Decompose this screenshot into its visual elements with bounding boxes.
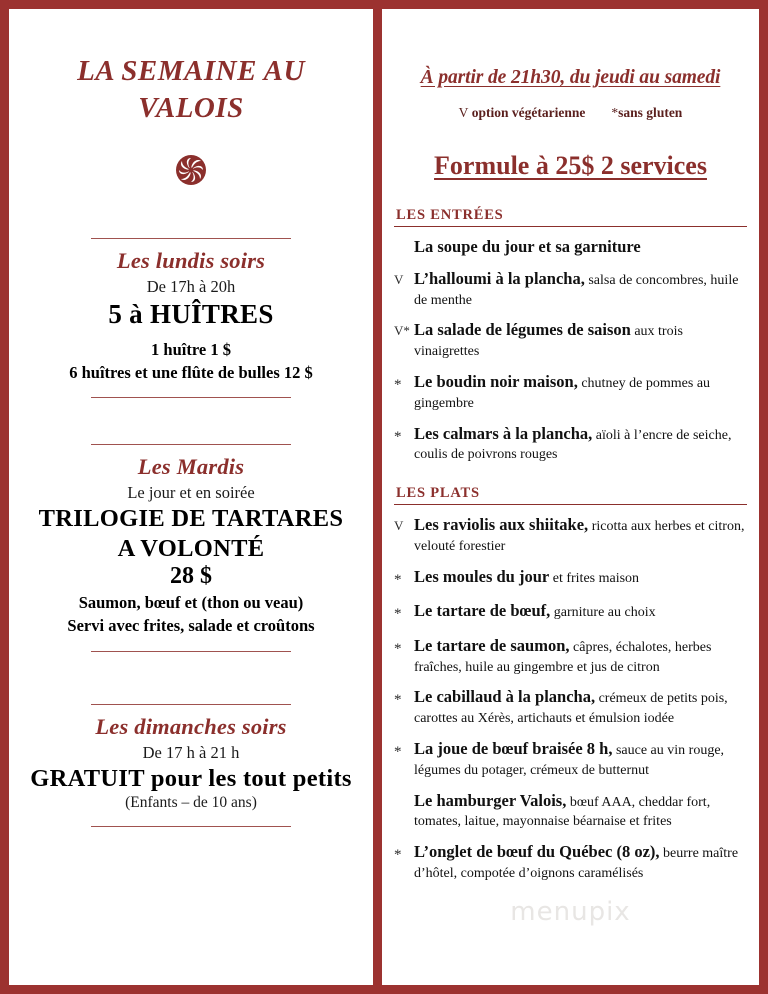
dish-description: câpres, échalotes, herbes fraîches, huile au gingembre et jus de citron [414, 639, 712, 675]
special-lundis-title: Les lundis soirs [116, 248, 266, 274]
menu-item [394, 635, 747, 678]
special-mardis-price: 28 $ [170, 563, 212, 590]
menu-item [394, 268, 747, 311]
dish-marker-icon: * [394, 847, 402, 864]
section-plats [394, 485, 747, 884]
dish-name: Le boudin noir maison, [414, 371, 578, 391]
divider-rule [91, 826, 291, 827]
special-dimanches-time: De 17 h à 21 h [142, 742, 240, 762]
menu-item [394, 236, 747, 259]
menu-item [394, 686, 747, 729]
special-lundis [23, 238, 359, 398]
divider-rule [91, 651, 291, 652]
dish-marker-icon: V [394, 271, 404, 287]
dish-text [414, 635, 747, 678]
dish-text [414, 319, 747, 362]
dish-marker-icon: * [394, 428, 402, 445]
dish-text [414, 236, 747, 259]
dish-description: chutney de pommes au gingembre [414, 375, 711, 411]
legend-item-vegetarian [459, 105, 586, 121]
dish-text [414, 738, 747, 781]
gluten-free-marker-icon: * [611, 105, 619, 120]
divider-rule [91, 444, 291, 445]
section-heading-entrees: LES ENTRÉES [396, 207, 504, 223]
legend-label-vegetarian: option végétarienne [471, 105, 586, 120]
dish-name: La joue de bœuf braisée 8 h, [414, 738, 613, 758]
section-heading-plats: LES PLATS [396, 485, 480, 502]
legend-label-gluten-free: sans gluten [618, 105, 683, 120]
dish-name: Le tartare de bœuf, [414, 601, 551, 621]
special-mardis [23, 444, 359, 651]
dish-name: Le hamburger Valois, [414, 790, 567, 810]
brand-title-line-1: LA SEMAINE AU [77, 55, 305, 87]
menu-item [394, 738, 747, 781]
dish-description: crémeux de petits pois, carottes au Xérès, artichauts et émulsion iodée [414, 691, 728, 727]
rosette-logo-icon [23, 153, 359, 192]
menu-item [394, 600, 747, 626]
dish-marker-icon: * [394, 376, 402, 393]
dish-name: La soupe du jour et sa garniture [414, 237, 641, 256]
special-lundis-detail-2: 6 huîtres et une flûte de bulles 12 $ [69, 363, 313, 383]
special-lundis-detail-1: 1 huître 1 $ [151, 340, 231, 360]
dish-marker-icon [394, 790, 414, 792]
formule-price-heading: Formule à 25$ 2 services [434, 151, 707, 180]
special-mardis-time: Le jour et en soirée [127, 483, 255, 503]
special-dimanches-headline: GRATUIT pour les tout petits [30, 764, 352, 792]
dish-name: Le tartare de saumon, [414, 635, 570, 655]
special-mardis-headline-1: TRILOGIE DE TARTARES [38, 505, 344, 533]
menu-item [394, 841, 747, 884]
divider-rule [91, 238, 291, 239]
section-divider [394, 226, 747, 227]
divider-rule [91, 397, 291, 398]
dish-marker-icon: V* [394, 323, 410, 339]
page-title [23, 53, 359, 127]
dietary-legend [394, 105, 747, 121]
special-mardis-title: Les Mardis [137, 454, 245, 480]
dish-description: et frites maison [549, 570, 640, 586]
service-hours: À partir de 21h30, du jeudi au samedi [420, 67, 721, 88]
special-dimanches-title: Les dimanches soirs [95, 713, 287, 739]
dish-text [414, 514, 747, 557]
dish-text [414, 371, 747, 414]
legend-item-gluten-free [611, 105, 682, 121]
dish-description: beurre maître d’hôtel, compotée d’oignons caramélisés [414, 846, 739, 881]
dish-marker-icon: V [394, 518, 404, 534]
menu-item [394, 566, 747, 592]
special-mardis-headline-2: A VOLONTÉ [117, 534, 265, 562]
dish-name: Les moules du jour [414, 566, 550, 586]
dish-name: Les calmars à la plancha, [414, 423, 593, 443]
dish-description: ricotta aux herbes et citron, velouté forestier [414, 519, 745, 554]
dish-name: Le cabillaud à la plancha, [414, 687, 596, 707]
special-lundis-headline: 5 à HUÎTRES [108, 299, 274, 330]
dish-marker-icon: * [394, 606, 402, 623]
dish-text [414, 600, 747, 623]
section-entrees [394, 207, 747, 465]
brand-title-line-2: VALOIS [138, 92, 244, 125]
dish-description: garniture au choix [550, 605, 656, 621]
menu-panels [9, 9, 759, 985]
dish-description: aïoli à l’encre de seiche, coulis de poivrons rouges [414, 427, 732, 463]
late-night-menu-panel [382, 9, 759, 985]
special-lundis-time: De 17h à 20h [146, 277, 236, 297]
weekly-specials-panel [9, 9, 373, 985]
vegetarian-marker-icon: V [458, 105, 469, 120]
dish-text [414, 566, 747, 589]
dish-description: aux trois vinaigrettes [414, 324, 683, 360]
divider-rule [91, 704, 291, 705]
dish-name: L’halloumi à la plancha, [414, 268, 585, 288]
dish-description: bœuf AAA, cheddar fort, tomates, laitue, mayonnaise béarnaise et frites [414, 794, 711, 830]
menu-item [394, 514, 747, 557]
menu-item [394, 423, 747, 466]
dish-text [414, 268, 747, 311]
menu-item [394, 371, 747, 414]
dish-marker-icon: * [394, 692, 402, 709]
dish-marker-icon: * [394, 571, 402, 588]
special-dimanches-note: (Enfants – de 10 ans) [125, 793, 257, 811]
dish-name: L’onglet de bœuf du Québec (8 oz), [414, 842, 660, 862]
dish-marker-icon [394, 236, 414, 238]
section-divider [394, 504, 747, 505]
dish-description: salsa de concombres, huile de menthe [414, 272, 739, 308]
menupix-watermark: menupix [510, 897, 631, 927]
dish-marker-icon: * [394, 743, 402, 760]
special-mardis-detail-2: Servi avec frites, salade et croûtons [67, 616, 315, 636]
dish-name: La salade de légumes de saison [414, 320, 631, 340]
dish-description: sauce au vin rouge, légumes du potager, crémeux de butternut [414, 742, 725, 778]
dish-text [414, 686, 747, 729]
dish-marker-icon: * [394, 640, 402, 657]
special-mardis-detail-1: Saumon, bœuf et (thon ou veau) [78, 593, 304, 613]
menu-item [394, 319, 747, 362]
dish-name: Les raviolis aux shiitake, [414, 515, 589, 535]
dish-text [414, 423, 747, 466]
special-dimanches [23, 704, 359, 827]
dish-text [414, 790, 747, 833]
menu-item [394, 790, 747, 833]
dish-text [414, 841, 747, 884]
